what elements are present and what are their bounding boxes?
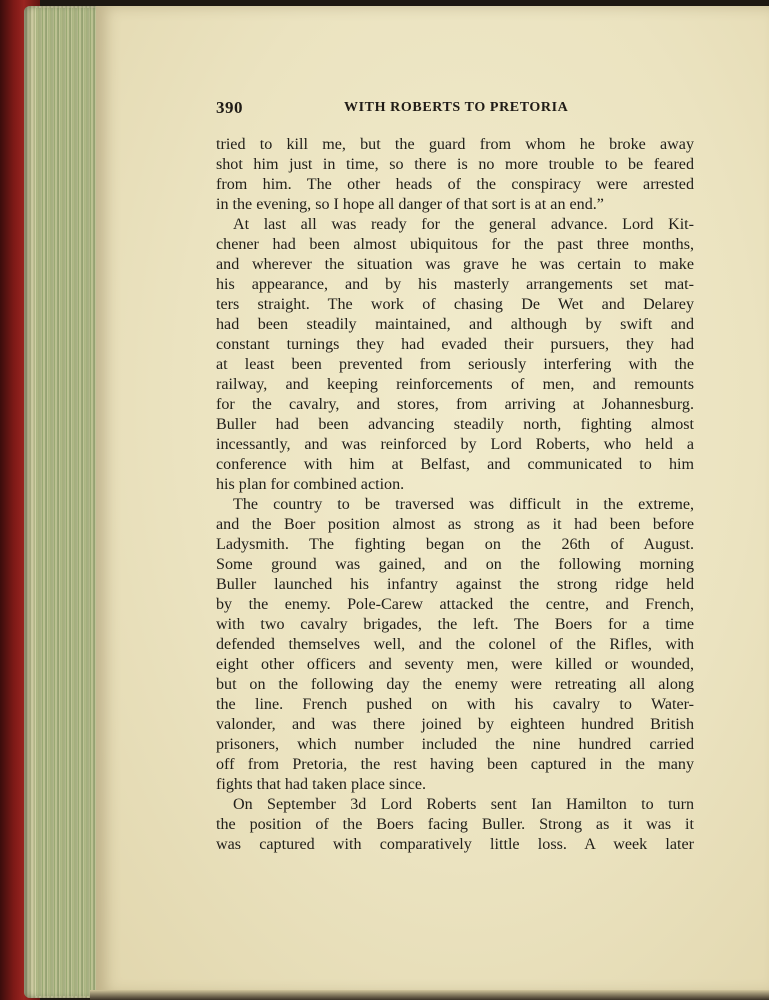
text-line: tried to kill me, but the guard from whom he broke away [216, 136, 694, 153]
page-bottom-edge [90, 990, 769, 1000]
text-line: from him. The other heads of the conspiracy were arrested [216, 176, 694, 193]
text-line: The country to be traversed was difficult in the extreme, [233, 496, 694, 513]
text-line: was captured with comparatively little loss. A week later [216, 836, 694, 853]
text-line: by the enemy. Pole-Carew attacked the centre, and French, [216, 596, 694, 613]
text-line: and wherever the situation was grave he was certain to make [216, 256, 694, 273]
text-line: his appearance, and by his masterly arrangements set mat- [216, 276, 694, 293]
text-line: for the cavalry, and stores, from arriving at Johannesburg. [216, 396, 694, 413]
text-line: the position of the Boers facing Buller. Strong as it was it [216, 816, 694, 833]
text-line: Ladysmith. The fighting began on the 26th of August. [216, 536, 694, 553]
text-line: his plan for combined action. [216, 476, 405, 493]
text-line: constant turnings they had evaded their pursuers, they had [216, 336, 694, 353]
text-line: in the evening, so I hope all danger of that sort is at an end.” [216, 196, 604, 213]
text-line: off from Pretoria, the rest having been captured in the many [216, 756, 694, 773]
text-line: had been steadily maintained, and although by swift and [216, 316, 694, 333]
text-line: with two cavalry brigades, the left. The Boers for a time [216, 616, 694, 633]
text-line: valonder, and was there joined by eighteen hundred British [216, 716, 694, 733]
text-line: fights that had taken place since. [216, 776, 427, 793]
paragraph [216, 215, 694, 495]
text-line: defended themselves well, and the colonel of the Rifles, with [216, 636, 694, 653]
text-line: the line. French pushed on with his cavalry to Water- [216, 696, 694, 713]
text-line: but on the following day the enemy were retreating all along [216, 676, 694, 693]
paragraph [216, 495, 694, 795]
paragraph [216, 795, 694, 855]
text-line: eight other officers and seventy men, were killed or wounded, [216, 656, 694, 673]
text-line: railway, and keeping reinforcements of men, and remounts [216, 376, 694, 393]
page-edges [36, 8, 100, 996]
text-line: at least been prevented from seriously interfering with the [216, 356, 694, 373]
text-line: shot him just in time, so there is no more trouble to be feared [216, 156, 694, 173]
text-line: Some ground was gained, and on the following morning [216, 556, 694, 573]
running-title: WITH ROBERTS TO PRETORIA [344, 100, 569, 115]
running-head [216, 98, 694, 120]
text-line: ters straight. The work of chasing De Wet and Delarey [216, 296, 694, 313]
paragraph [216, 135, 694, 215]
page-number: 390 [216, 98, 243, 117]
text-line: At last all was ready for the general advance. Lord Kit- [233, 216, 694, 233]
text-line: incessantly, and was reinforced by Lord Roberts, who held a [216, 436, 694, 453]
text-line: On September 3d Lord Roberts sent Ian Hamilton to turn [233, 796, 694, 813]
text-line: and the Boer position almost as strong as it had been before [216, 516, 694, 533]
text-line: Buller had been advancing steadily north, fighting almost [216, 416, 694, 433]
text-line: prisoners, which number included the nine hundred carried [216, 736, 694, 753]
body-text [216, 135, 694, 855]
text-line: chener had been almost ubiquitous for the past three months, [216, 236, 694, 253]
text-line: conference with him at Belfast, and communicated to him [216, 456, 694, 473]
text-line: Buller launched his infantry against the strong ridge held [216, 576, 694, 593]
